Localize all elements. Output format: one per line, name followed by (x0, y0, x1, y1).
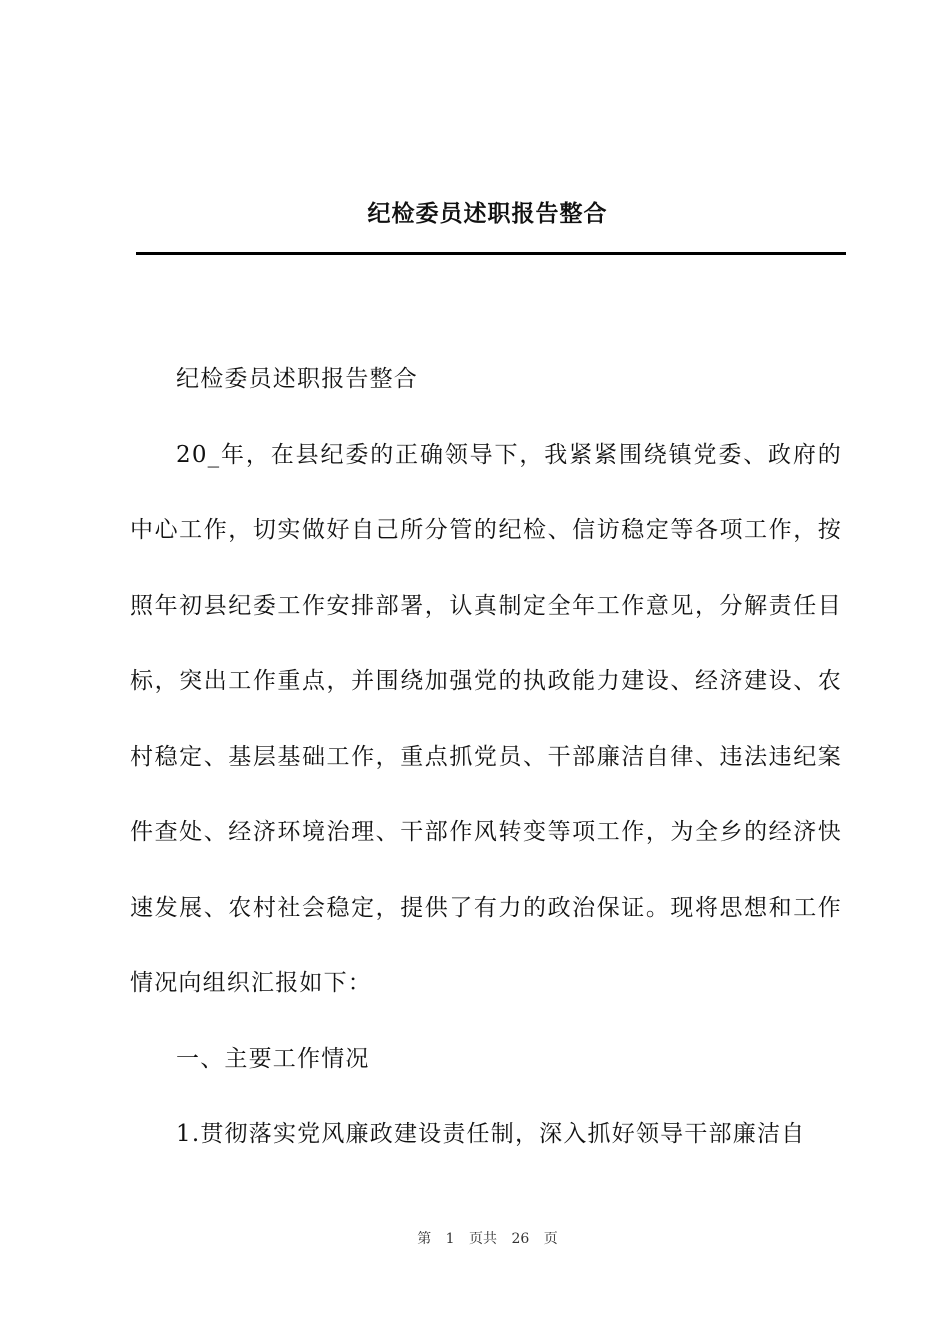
document-body (130, 342, 842, 1173)
footer-page-number: 1 (445, 1231, 455, 1247)
document-title: 纪检委员述职报告整合 (367, 201, 608, 227)
paragraph-intro: 20_年，在县纪委的正确领导下，我紧紧围绕镇党委、政府的中心工作，切实做好自己所分管的纪检、信访稳定等各项工作，按照年初县纪委工作安排部署，认真制定全年工作意见，分解责任目标，突出工作重点，并围绕加强党的执政能力建设、经济建设、农村稳定、基层基础工作，重点抓党员、干部廉洁自律、违法违纪案件查处、经济环境治理、干部作风转变等项工作，为全乡的经济快速发展、农村社会稳定，提供了有力的政治保证。现将思想和工作情况向组织汇报如下： (130, 441, 842, 996)
footer-suffix: 页 (543, 1231, 558, 1247)
paragraph-heading: 纪检委员述职报告整合 (176, 366, 418, 392)
footer-total-pages: 26 (511, 1231, 530, 1247)
title-underline (136, 252, 846, 255)
footer-middle: 页共 (469, 1231, 498, 1247)
page-footer (0, 1228, 950, 1248)
section-heading: 一、主要工作情况 (176, 1045, 370, 1072)
paragraph-item-1: 1.贯彻落实党风廉政建设责任制，深入抓好领导干部廉洁自 (176, 1121, 806, 1147)
footer-prefix: 第 (417, 1231, 432, 1247)
